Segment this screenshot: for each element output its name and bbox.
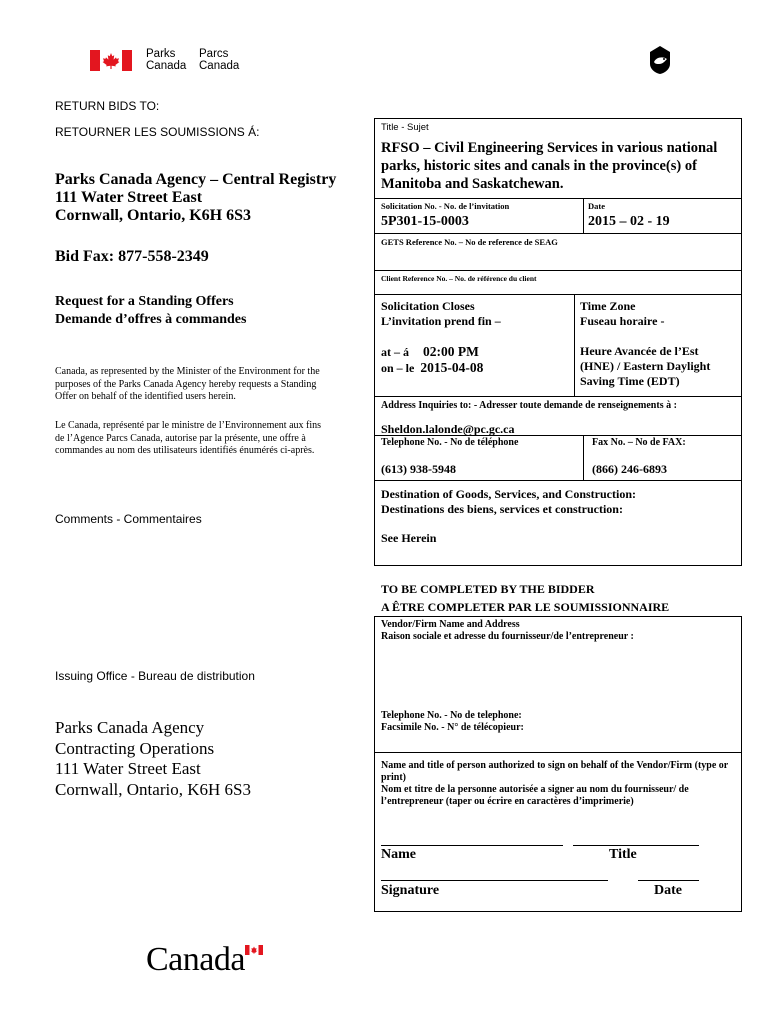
signature-label: Signature bbox=[381, 883, 440, 898]
tz-en: Time Zone bbox=[580, 299, 636, 313]
issuing-office-address bbox=[55, 718, 251, 800]
title-label: Title bbox=[609, 847, 637, 862]
canada-flag-icon bbox=[90, 50, 132, 71]
issuing-office-label: Issuing Office - Bureau de distribution bbox=[55, 669, 255, 683]
destination-en: Destination of Goods, Services, and Construction: bbox=[381, 487, 637, 501]
client-reference-label: Client Reference No. – No. de référence du client bbox=[381, 274, 537, 283]
tz-line: (HNE) / Eastern Daylight bbox=[580, 359, 711, 373]
address-line: 111 Water Street East bbox=[55, 189, 203, 206]
request-heading bbox=[55, 293, 246, 329]
request-fr: Demande d’offres à commandes bbox=[55, 312, 247, 327]
time-zone-label bbox=[580, 299, 664, 329]
closes-fr: L’invitation prend fin – bbox=[381, 314, 501, 328]
title-line: Manitoba and Saskatchewan. bbox=[381, 176, 564, 192]
authorized-line: l’entrepreneur (taper ou écrire en caractères d’imprimerie) bbox=[381, 796, 634, 807]
closes-en: Solicitation Closes bbox=[381, 299, 475, 313]
address-line: Parks Canada Agency – Central Registry bbox=[55, 171, 337, 188]
parks-canada-fr bbox=[199, 48, 239, 72]
comments-label: Comments - Commentaires bbox=[55, 512, 202, 526]
return-bids-label: RETURN BIDS TO: bbox=[55, 99, 160, 113]
authorized-line: print) bbox=[381, 772, 406, 783]
fax-label: Fax No. – No de FAX: bbox=[592, 437, 686, 448]
canada-wordmark: Canada bbox=[146, 941, 245, 978]
statement-line: Offer on behalf of the identified users herein. bbox=[55, 391, 236, 402]
vendor-fr: Raison sociale et adresse du fournisseur/de l’entrepreneur : bbox=[381, 631, 634, 642]
solicitation-no-value: 5P301-15-0003 bbox=[381, 214, 469, 229]
return-address bbox=[55, 171, 336, 225]
statement-line: commandes au nom des utilisateurs identifiés énumérés ci-après. bbox=[55, 445, 315, 456]
at-label: at – á bbox=[381, 345, 409, 359]
time-zone-value bbox=[580, 344, 710, 389]
parks-fr-line2: Canada bbox=[199, 60, 240, 72]
date-line bbox=[638, 880, 699, 881]
authorized-line: Name and title of person authorized to sign on behalf of the Vendor/Firm (type or bbox=[381, 760, 729, 771]
date-value: 2015 – 02 - 19 bbox=[588, 214, 670, 229]
bidder-heading bbox=[381, 580, 669, 616]
date-label: Date bbox=[588, 201, 605, 211]
parks-en-line1: Parks bbox=[146, 48, 176, 60]
authorized-line: Nom et titre de la personne autorisée a signer au nom du fournisseur/ de bbox=[381, 784, 689, 795]
office-line: 111 Water Street East bbox=[55, 759, 201, 778]
telephone-value: (613) 938-5948 bbox=[381, 462, 456, 476]
office-line: Cornwall, Ontario, K6H 6S3 bbox=[55, 779, 251, 799]
title-line bbox=[573, 845, 699, 846]
bid-fax: Bid Fax: 877-558-2349 bbox=[55, 248, 209, 265]
signature-line bbox=[381, 880, 608, 881]
destination-fr: Destinations des biens, services et construction: bbox=[381, 502, 623, 516]
office-line: Parks Canada Agency bbox=[55, 718, 205, 737]
destination-value: See Herein bbox=[381, 531, 437, 545]
beaver-logo-icon bbox=[644, 44, 676, 76]
bidder-heading-en: TO BE COMPLETED BY THE BIDDER bbox=[381, 582, 595, 596]
bidder-phone-labels bbox=[381, 710, 524, 734]
title-line: parks, historic sites and canals in the province(s) of bbox=[381, 158, 697, 174]
statement-line: Canada, as represented by the Minister of the Environment for the bbox=[55, 366, 320, 377]
closes-label bbox=[381, 299, 501, 329]
title-line: RFSO – Civil Engineering Services in various national bbox=[381, 140, 718, 156]
tz-line: Saving Time (EDT) bbox=[580, 374, 680, 388]
statement-line: purposes of the Parks Canada Agency hereby requests a Standing bbox=[55, 378, 317, 390]
statement-line: de l’Agence Parcs Canada, autorise par la présente, une offre à bbox=[55, 432, 306, 444]
gets-reference-label: GETS Reference No. – No de reference de SEAG bbox=[381, 237, 558, 247]
canada-statement-fr bbox=[55, 420, 321, 458]
return-bids-fr-label: RETOURNER LES SOUMISSIONS Á: bbox=[55, 125, 260, 139]
tz-fr: Fuseau horaire - bbox=[580, 314, 665, 328]
address-line: Cornwall, Ontario, K6H 6S3 bbox=[55, 207, 252, 224]
inquiries-email: Sheldon.lalonde@pc.gc.ca bbox=[381, 422, 515, 436]
title-label: Title - Sujet bbox=[381, 122, 429, 133]
name-label: Name bbox=[381, 847, 416, 862]
fax-value: (866) 246-6893 bbox=[592, 462, 667, 476]
solicitation-title bbox=[381, 139, 739, 193]
name-line bbox=[381, 845, 563, 846]
on-label: on – le bbox=[381, 361, 415, 375]
inquiries-label: Address Inquiries to: - Adresser toute demande de renseignements à : bbox=[381, 400, 677, 411]
parks-fr-line1: Parcs bbox=[199, 48, 229, 60]
parks-canada-en bbox=[146, 48, 186, 72]
parks-en-line2: Canada bbox=[146, 60, 187, 72]
statement-line: Le Canada, représenté par le ministre de l’Environnement aux fins bbox=[55, 420, 322, 431]
solicitation-no-label: Solicitation No. - No. de l’invitation bbox=[381, 201, 510, 211]
destination-label bbox=[381, 487, 636, 517]
request-en: Request for a Standing Offers bbox=[55, 294, 234, 309]
canada-statement-en bbox=[55, 366, 320, 404]
bidder-heading-fr: A ÊTRE COMPLETER PAR LE SOUMISSIONNAIRE bbox=[381, 600, 670, 614]
closing-time bbox=[381, 344, 571, 376]
wordmark-flag-icon bbox=[245, 945, 263, 955]
bidder-facsimile-label: Facsimile No. - N° de télécopieur: bbox=[381, 722, 524, 733]
closing-time-value: 02:00 PM bbox=[423, 344, 479, 359]
sign-date-label: Date bbox=[654, 883, 682, 898]
vendor-label bbox=[381, 619, 634, 643]
tz-line: Heure Avancée de l’Est bbox=[580, 344, 699, 358]
office-line: Contracting Operations bbox=[55, 738, 215, 758]
closing-date-value: 2015-04-08 bbox=[420, 360, 484, 375]
vendor-en: Vendor/Firm Name and Address bbox=[381, 619, 520, 630]
bidder-telephone-label: Telephone No. - No de telephone: bbox=[381, 710, 522, 721]
authorized-person-label bbox=[381, 760, 737, 808]
telephone-label: Telephone No. - No de téléphone bbox=[381, 437, 519, 448]
